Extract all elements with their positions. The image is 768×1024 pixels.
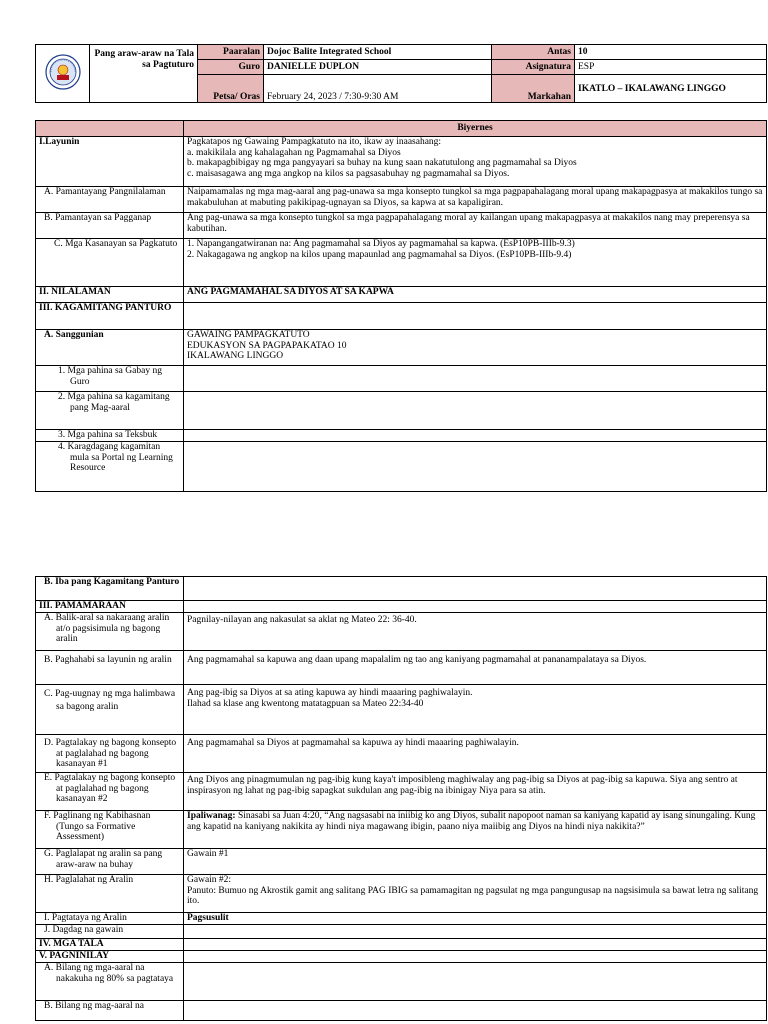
pagtalakay-1-text: Ang pagmamahal sa Diyos at pagmamahal sa kapuwa ay hindi maaaring paghiwalayin. [184,735,767,773]
teksbuk-label: 3. Mga pahina sa Teksbuk [36,430,184,442]
lesson-plan-body [35,120,766,492]
kagamitang-mag-aaral-blank [184,392,767,430]
pamantayan-sa-pagganap-text: Ang pag-unawa sa mga konsepto tungkol sa mga pagpapahalagang moral ay kailangan upang makapagpasya at makakilos nang may preperensya sa kabutihan. [184,213,767,239]
kagamitang-panturo-blank [184,303,767,330]
asignatura-value: ESP [575,60,767,75]
kasanayan-content [184,239,767,287]
layunin-line: a. makikilala ang kahalagahan ng Pagmamahal sa Diyos [187,147,401,158]
dagdag-na-gawain-label: J. Dagdag na gawain [36,925,184,939]
kasanayan-line: 1. Napangangatwiranan na: Ang pagmamahal sa Diyos ay pagmamahal sa kapwa. (EsP10PB-IIIb-9.3) [187,239,575,249]
paghahabi-label: B. Paghahabi sa layunin ng aralin [36,651,184,685]
pagninilay-blank [184,951,767,963]
layunin-line: c. maisasagawa ang mga angkop na kilos sa pagsasabuhay ng pagmamahal sa Diyos. [187,168,510,179]
pamantayang-pangnilalaman-text: Naipamamalas ng mga mag-aaral ang pag-unawa sa mga konsepto tungkol sa mga pagpapahalagang moral upang makapagpasya at makakilos tungo sa makabuluhan at mabuting pakikipag-ugnayan sa Diyos, sa kapwa at sa kapaligiran. [184,187,767,213]
pagtalakay-2-label: E. Pagtalakay ng bagong konsepto at paglalahad ng bagong kasanayan #2 [36,773,184,811]
sanggunian-label: A. Sanggunian [36,330,184,366]
mga-tala-label: IV. MGA TALA [36,939,184,951]
pag-uugnay-label: C. Pag-uugnay ng mga halimbawa sa bagong aralin [36,685,184,735]
antas-label: Antas [492,45,575,60]
paglinang-text [184,811,767,849]
pagtataya-label: I. Pagtataya ng Aralin [36,913,184,925]
sanggunian-line: GAWAING PAMPAGKATUTO [187,330,310,340]
paglinang-bold-prefix: Ipaliwanag: [187,811,236,821]
paglalahat-label: H. Paglalahat ng Aralin [36,875,184,913]
gabay-ng-guro-label: 1. Mga pahina sa Gabay ng Guro [36,366,184,392]
pag-uugnay-text: Ang pag-ibig sa Diyos at sa ating kapuwa ay hindi maaaring paghiwalayin. Ilahad sa klase ang kwentong matatagpuan sa Mateo 22:34-40 [184,685,767,735]
paglalahat-text: Gawain #2: Panuto: Bumuo ng Akrostik gamit ang salitang PAG IBIG sa pamamagitan ng pagsulat ng mga pangungusap na nagsisimula sa bawat letra ng salitang ito. [184,875,767,913]
day-header: Biyernes [184,121,767,137]
kasanayan-line: 2. Nakagagawa ng angkop na kilos upang mapaunlad ang pagmamahal sa Diyos. (EsP10PB-IIIb-9.4) [187,249,572,260]
deped-seal-logo [36,45,90,103]
header-section [35,44,766,103]
pagtataya-text: Pagsusulit [184,913,767,925]
header-table [35,44,767,103]
pamantayang-pangnilalaman-label: A. Pamantayang Pangnilalaman [36,187,184,213]
pagninilay-label: V. PAGNINILAY [36,951,184,963]
balik-aral-text: Pagnilay-nilayan ang nakasulat sa aklat ng Mateo 22: 36-40. [184,613,767,651]
pagtalakay-1-label: D. Pagtalakay ng bagong konsepto at paglalahad ng bagong kasanayan #1 [36,735,184,773]
sanggunian-line: EDUKASYON SA PAGPAPAKATAO 10 [187,340,347,351]
dagdag-na-gawain-text [184,925,767,939]
learning-resource-label: 4. Karagdagang kagamitan mula sa Portal ng Learning Resource [36,442,184,492]
lesson-plan-body-continued [35,576,766,1021]
layunin-content [184,137,767,187]
nilalaman-label: II. NILALAMAN [36,287,184,303]
petsa-value: February 24, 2023 / 7:30-9:30 AM [264,75,492,103]
paglalapat-text: Gawain #1 [184,849,767,875]
layunin-line: b. makapagbibigay ng mga pangyayari sa buhay na kung saan nakatutulong ang pagmamahal sa Diyos [187,158,577,168]
balik-aral-label: A. Balik-aral sa nakaraang aralin at/o pagsisimula ng bagong aralin [36,613,184,651]
document-title: Pang araw-araw na Tala sa Pagtuturo [90,45,198,103]
lesson-plan-table [35,120,767,492]
asignatura-label: Asignatura [492,60,575,75]
guro-label: Guro [198,60,264,75]
paglinang-body: Sinasabi sa Juan 4:20, “Ang nagsasabi na iniibig ko ang Diyos, subalit napopoot naman sa kaniyang kapatid ay isang sinungaling. Kung ang kapatid na kaniyang nakikita ay hindi niya magawang ibigin, paano niya maiibig ang Diyos na hindi niya nakikita?” [187,811,756,832]
paglinang-label: F. Paglinang ng Kabihasnan (Tungo sa Formative Assessment) [36,811,184,849]
markahan-label: Markahan [492,75,575,103]
iba-pang-kagamitan-label: B. Iba pang Kagamitang Panturo [36,577,184,601]
pagninilay-a-blank [184,963,767,1001]
pagninilay-b-label: B. Bilang ng mag-aaral na [36,1001,184,1021]
kasanayan-label: C. Mga Kasanayan sa Pagkatuto [36,239,184,287]
pamamaraan-label: III. PAMAMARAAN [36,601,184,613]
kagamitang-mag-aaral-label: 2. Mga pahina sa kagamitang pang Mag-aaral [36,392,184,430]
paaralan-value: Dojoc Balite Integrated School [264,45,492,60]
pagninilay-b-blank [184,1001,767,1021]
pamantayan-sa-pagganap-label: B. Pamantayan sa Pagganap [36,213,184,239]
teksbuk-blank [184,430,767,442]
sanggunian-content [184,330,767,366]
sanggunian-line: IKALAWANG LINGGO [187,351,284,361]
pagtalakay-2-text: Ang Diyos ang pinagmumulan ng pag-ibig kung kaya't imposibleng maghiwalay ang pag-ibig sa Diyos at pag-ibig sa kapuwa. Siya ang sentro at inspirasyon ng lahat ng pag-ibig sapagkat sukdulan ang pag-ibig na ibinigay Niya para sa atin. [184,773,767,811]
deped-seal-icon [45,54,81,90]
iba-pang-kagamitan-blank [184,577,767,601]
mga-tala-blank [184,939,767,951]
procedure-table [35,576,767,1021]
gabay-ng-guro-blank [184,366,767,392]
nilalaman-value: ANG PAGMAMAHAL SA DIYOS AT SA KAPWA [184,287,767,303]
paglalapat-label: G. Paglalapat ng aralin sa pang araw-araw na buhay [36,849,184,875]
day-header-blank [36,121,184,137]
layunin-line: Pagkatapos ng Gawaing Pampagkatuto na ito, ikaw ay inaasahang: [187,137,442,147]
paghahabi-text: Ang pagmamahal sa kapuwa ang daan upang mapalalim ng tao ang kaniyang pagmamahal at pananampalataya sa Diyos. [184,651,767,685]
pamamaraan-blank [184,601,767,613]
kagamitang-panturo-label: III. KAGAMITANG PANTURO [36,303,184,330]
layunin-label: I.Layunin [36,137,184,187]
antas-value: 10 [575,45,767,60]
petsa-label: Petsa/ Oras [198,75,264,103]
markahan-value: IKATLO – IKALAWANG LINGGO [575,75,767,103]
paaralan-label: Paaralan [198,45,264,60]
guro-value: DANIELLE DUPLON [264,60,492,75]
pagninilay-a-label: A. Bilang ng mga-aaral na nakakuha ng 80% sa pagtataya [36,963,184,1001]
learning-resource-blank [184,442,767,492]
